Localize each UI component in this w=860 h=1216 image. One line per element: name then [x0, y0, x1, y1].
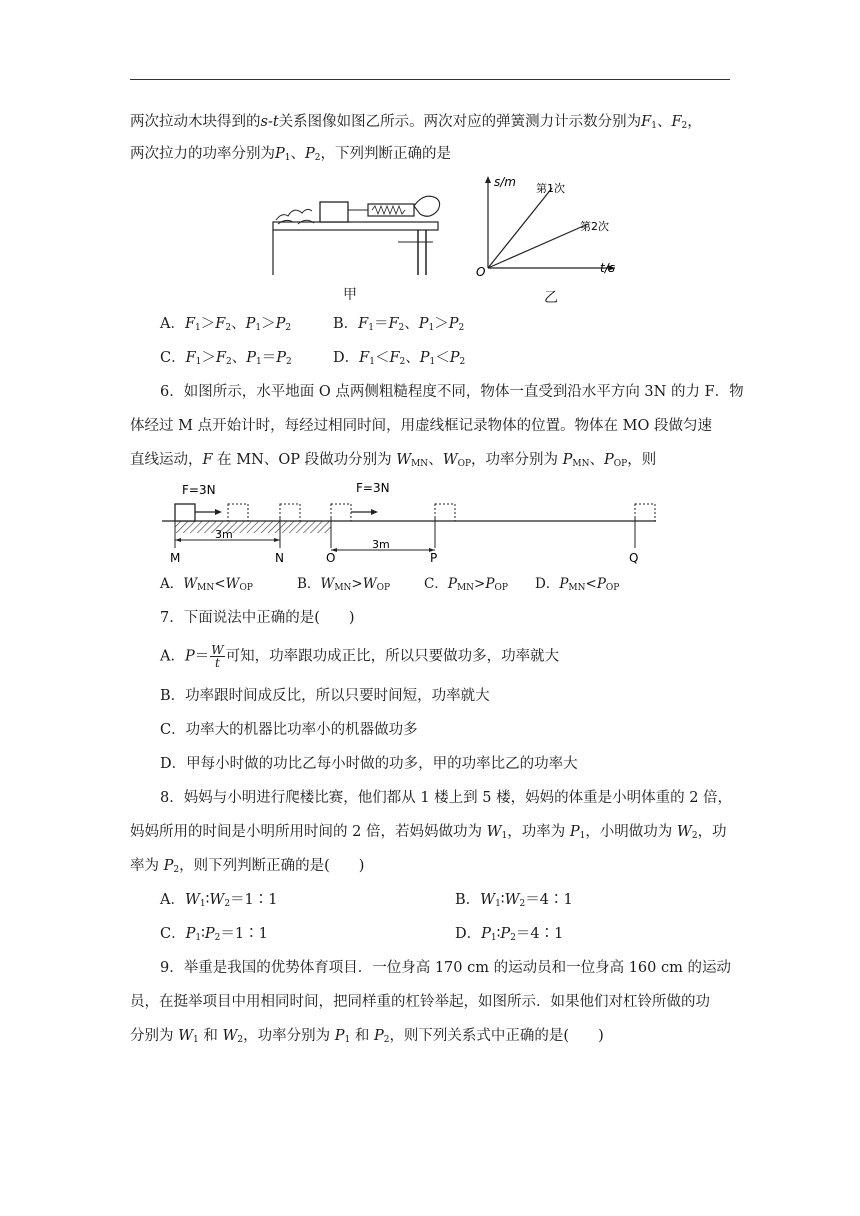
q6-option-d[interactable]: D．$P_{MN}<P_{OP}$: [535, 576, 620, 593]
q6-option-c[interactable]: C．$P_{MN}>P_{OP}$: [424, 576, 508, 593]
figure-yi-st-graph: [470, 172, 630, 282]
q8-option-b[interactable]: B．$W_1∶W_2=4∶1$: [455, 892, 573, 909]
q7-stem: 7．下面说法中正确的是( ): [160, 610, 355, 626]
point-p: P: [430, 551, 438, 565]
label-trial-2: 第2次: [580, 220, 609, 233]
label-trial-1: 第1次: [536, 182, 565, 195]
figure-yi-caption: 乙: [544, 290, 558, 306]
q8-option-a[interactable]: A．$W_1∶W_2=1∶1$: [160, 892, 278, 909]
header-rule: [130, 79, 730, 80]
q5-option-d[interactable]: D．$F_1<F_2$、$P_1<P_2$: [333, 350, 466, 367]
force-label-1: F=3N: [182, 483, 216, 497]
q8-option-d[interactable]: D．$P_1∶P_2=4∶1$: [455, 926, 564, 943]
s-axis-arrow: [485, 176, 491, 183]
q7-option-b[interactable]: B．功率跟时间成反比，所以只要时间短，功率就大: [160, 688, 490, 704]
line-trial-2: [488, 224, 588, 268]
position-box-6: [635, 504, 655, 521]
q5-line-1: 两次拉动木块得到的s-t关系图像如图乙所示。两次对应的弹簧测力计示数分别为$F_1$、$F_2$，: [130, 114, 702, 131]
position-box-3: [280, 504, 300, 521]
figure-jia-apparatus: [268, 180, 448, 280]
distance-op: 3m: [372, 538, 390, 551]
figure-jia-caption: 甲: [343, 287, 357, 303]
q5-option-b[interactable]: B．$F_1=F_2$、$P_1>P_2$: [333, 316, 465, 333]
q7-option-a[interactable]: A．P＝ $\frac{W}{t}$ 可知，功率跟功成正比，所以只要做功多，功率就大: [160, 643, 560, 670]
table-top: [273, 222, 438, 230]
point-o: O: [326, 551, 336, 565]
s-axis-label: s/m: [494, 175, 516, 189]
position-box-4: [331, 504, 351, 521]
hand: [414, 196, 440, 216]
q7-option-d[interactable]: D．甲每小时做的功比乙每小时做的功多，甲的功率比乙的功率大: [160, 756, 578, 772]
force-label-2: F=3N: [356, 481, 390, 495]
q7-option-c[interactable]: C．功率大的机器比功率小的机器做功多: [160, 722, 418, 738]
q5-line-2: 两次拉力的功率分别为$P_1$、$P_2$，下列判断正确的是: [130, 146, 451, 163]
position-box-5: [435, 504, 455, 521]
q6-option-a[interactable]: A．$W_{MN}<W_{OP}$: [160, 576, 253, 593]
q8-option-c[interactable]: C．$P_1∶P_2=1∶1$: [160, 926, 268, 943]
q9-line-1: 9．举重是我国的优势体育项目．一位身高 170 cm 的运动员和一位身高 160 cm 的运动: [160, 960, 731, 976]
point-q: Q: [629, 551, 639, 565]
q6-line-1: 6．如图所示，水平地面 O 点两侧粗糙程度不同，物体一直受到沿水平方向 3N 的力 F．物: [160, 384, 744, 400]
point-m: M: [170, 551, 181, 565]
q9-line-3: 分别为 $W_1$ 和 $W_2$，功率分别为 $P_1$ 和 $P_2$，则下列关系式中正确的是( ): [130, 1028, 604, 1045]
origin-label: O: [476, 265, 486, 279]
q6-option-b[interactable]: B．$W_{MN}>W_{OP}$: [297, 576, 391, 593]
block-solid: [175, 504, 195, 521]
wooden-block: [320, 202, 348, 222]
q8-line-1: 8．妈妈与小明进行爬楼比赛，他们都从 1 楼上到 5 楼，妈妈的体重是小明体重的 2 倍，: [160, 790, 733, 806]
q6-line-3: 直线运动，F 在 MN、OP 段做功分别为 $W_{MN}$、$W_{OP}$，功率分别为 $P_{MN}$、$P_{OP}$，则: [130, 452, 657, 469]
distance-mn: 3m: [215, 528, 233, 541]
q9-line-2: 员，在挺举项目中用相同时间，把同样重的杠铃举起，如图所示．如果他们对杠铃所做的功: [130, 994, 710, 1010]
q8-line-2: 妈妈所用的时间是小明所用时间的 2 倍，若妈妈做功为 $W_1$，功率为 $P_1$，小明做功为 $W_2$，功: [130, 824, 727, 841]
point-n: N: [275, 551, 284, 565]
q5-option-a[interactable]: A．$F_1>F_2$、$P_1>P_2$: [160, 316, 292, 333]
t-axis-label: t/s: [600, 261, 615, 275]
q8-line-3: 率为 $P_2$，则下列判断正确的是( ): [130, 858, 365, 875]
q6-line-2: 体经过 M 点开始计时，每经过相同时间，用虚线框记录物体的位置。物体在 MO 段做匀速: [130, 418, 713, 434]
q5-option-c[interactable]: C．$F_1>F_2$、$P_1=P_2$: [160, 350, 292, 367]
position-box-2: [228, 504, 248, 521]
figure-q6-motion: [160, 478, 660, 566]
line-trial-1: [488, 188, 552, 268]
rough-region: [175, 521, 331, 533]
